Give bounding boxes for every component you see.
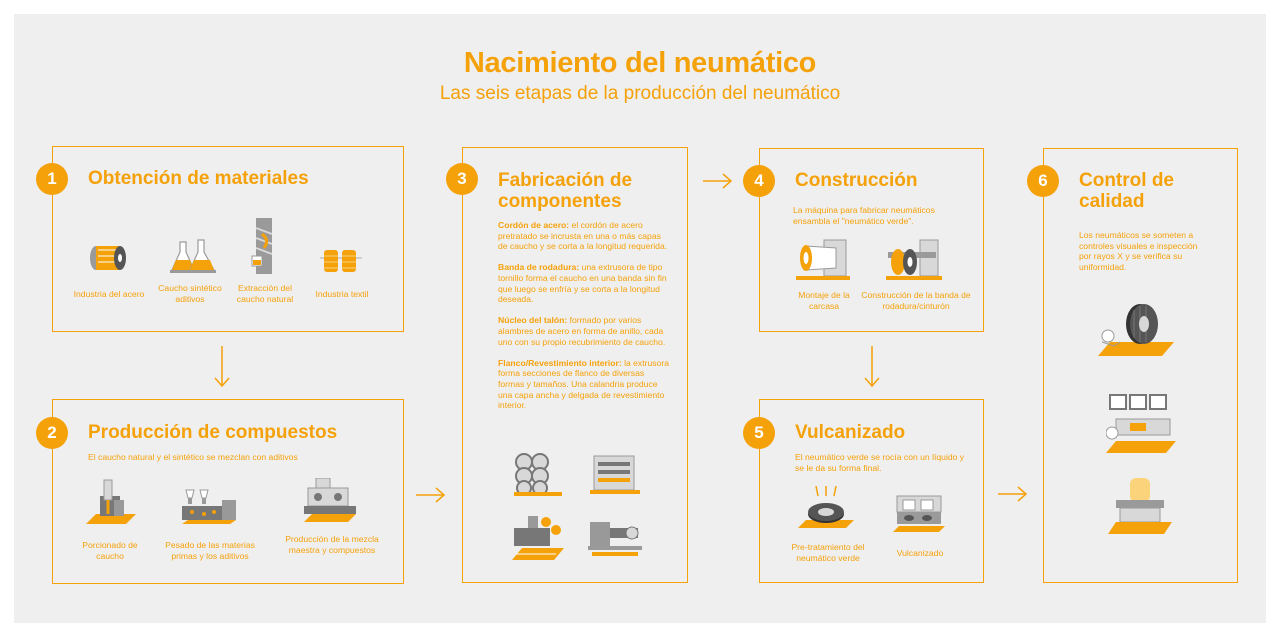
visual-inspection-icon (1098, 302, 1174, 356)
stage-2-badge: 2 (36, 417, 68, 449)
sidewall-extruder-icon (588, 514, 642, 558)
textile-spools-icon (320, 246, 362, 276)
arrow-stage-5-to-6 (998, 486, 1028, 502)
stage-3-title: Fabricación de componentes (498, 170, 633, 212)
calender-machine-icon (590, 452, 640, 496)
stage-4-title: Construcción (795, 170, 918, 191)
arrow-stage-1-to-2 (212, 346, 232, 388)
page-subtitle: Las seis etapas de la producción del neumático (439, 83, 841, 104)
xray-inspection-icon (1106, 393, 1182, 453)
arrow-stage-3-to-4 (703, 173, 733, 189)
weighing-materials-icon (182, 476, 236, 524)
stage-1-title: Obtención de materiales (88, 168, 309, 189)
arrow-stage-2-to-3 (416, 487, 446, 503)
stage-6-title: Control de calidad (1079, 170, 1174, 212)
rubber-portioning-icon (86, 478, 136, 524)
item-belt-tread: Construcción de la banda de rodadura/cinturón (861, 290, 971, 311)
carcass-assembly-icon (796, 238, 850, 282)
stage-3-badge: 3 (446, 163, 478, 195)
tread-extruder-icon (512, 514, 564, 560)
page-title: Nacimiento del neumático (463, 47, 817, 79)
item-synthetic-rubber: Caucho sintético aditivos (158, 283, 222, 304)
stage-2-description: El caucho natural y el sintético se mezclan con aditivos (88, 452, 298, 462)
item-weighing: Pesado de las materias primas y los aditivos (165, 540, 255, 561)
arrow-stage-4-to-5 (862, 346, 882, 388)
item-vulcanizing: Vulcanizado (896, 548, 944, 558)
paragraph-steel-cord: Cordón de acero: el cordón de acero pretratado se incrusta en una o más capas de caucho y se corta a la longitud requerida. (498, 220, 668, 252)
item-natural-rubber: Extracción del caucho natural (236, 283, 294, 304)
stage-5-description: El neumático verde se rocía con un líquido y se le da su forma final. (795, 452, 965, 473)
item-pretreatment: Pre-tratamiento del neumático verde (791, 542, 865, 563)
stage-6-description: Los neumáticos se someten a controles visuales e inspección por rayos X y se verifica su uniformidad. (1079, 230, 1198, 272)
belt-tread-building-icon (886, 238, 942, 282)
stage-4-badge: 4 (743, 165, 775, 197)
uniformity-check-icon (1108, 476, 1172, 534)
lab-flasks-icon (170, 238, 216, 274)
item-masterbatch: Producción de la mezcla maestra y compuestos (285, 534, 379, 555)
item-steel-industry: Industria del acero (73, 289, 145, 299)
stage-5-badge: 5 (743, 417, 775, 449)
stage-4-description: La máquina para fabricar neumáticos ensambla el "neumático verde". (793, 205, 935, 226)
item-rubber-portioning: Porcionado de caucho (82, 540, 138, 561)
item-carcass-assembly: Montaje de la carcasa (798, 290, 850, 311)
stage-1-badge: 1 (36, 163, 68, 195)
masterbatch-mixer-icon (304, 478, 356, 522)
paragraph-bead-core: Núcleo del talón: formado por varios alambres de acero en forma de anillo, cada uno con su propio recubrimiento de caucho. (498, 315, 666, 347)
paragraph-sidewall: Flanco/Revestimiento interior: la extrusora forma secciones de flanco de diversas formas y tamaños. Una calandria produce una capa ancha y delgada de revestimiento interior. (498, 357, 669, 411)
bead-rings-icon (514, 452, 562, 496)
paragraph-tread: Banda de rodadura: una extrusora de tipo tornillo forma el caucho en una banda sin fin que luego se enfría y se corta a la longitud deseada. (498, 262, 667, 305)
steel-coil-icon (88, 240, 128, 274)
stage-5-title: Vulcanizado (795, 422, 906, 443)
rubber-tree-icon (250, 218, 280, 274)
stage-3-description (498, 220, 672, 421)
stage-6-badge: 6 (1027, 165, 1059, 197)
stage-2-title: Producción de compuestos (88, 422, 338, 443)
green-tire-pretreatment-icon (798, 486, 854, 534)
item-textile-industry: Industria textil (315, 289, 369, 299)
vulcanizing-press-icon (893, 494, 945, 534)
